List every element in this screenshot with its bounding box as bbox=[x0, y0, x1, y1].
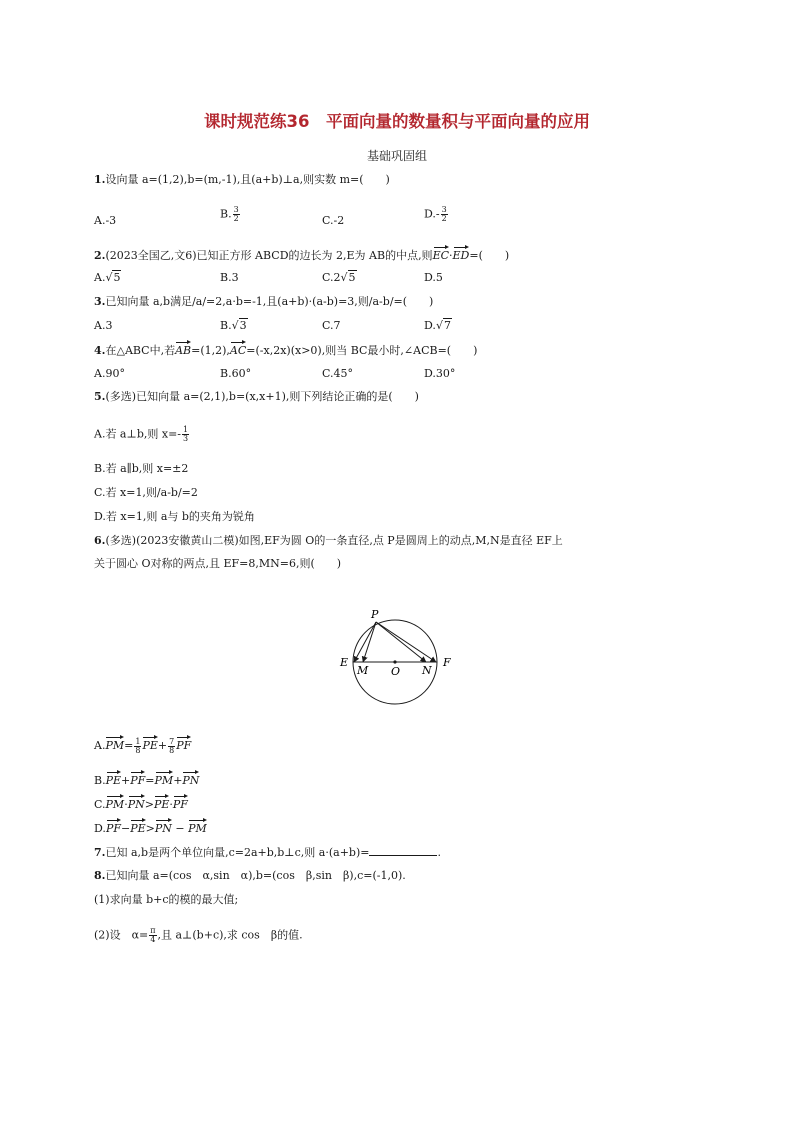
fraction: $\frac{\pi}{4}$ bbox=[150, 926, 156, 944]
vector-pn bbox=[376, 622, 426, 662]
question-5: 5.(多选)已知向量 a=(2,1),b=(x,x+1),则下列结论正确的是( ) bbox=[94, 390, 419, 403]
circle-diagram bbox=[336, 604, 462, 714]
q5-option-b: B.若 a∥b,则 x=±2 bbox=[94, 462, 189, 475]
fraction: $\frac{7}{8}$ bbox=[169, 736, 175, 755]
q3-option-a: A.3 bbox=[94, 319, 113, 332]
vector: EC bbox=[433, 245, 449, 262]
q2-option-c: C.2√5 bbox=[322, 271, 356, 284]
vector: ED bbox=[453, 245, 470, 262]
question-4: 4.在△ABC中,若AB=(1,2),AC=(-x,2x)(x>0),则当 BC最小时,∠ACB=( ) bbox=[94, 340, 477, 357]
question-6: 6.(多选)(2023安徽黄山二模)如图,EF为圆 O的一条直径,点 P是圆周上的动点,M,N是直径 EF上 bbox=[94, 534, 563, 547]
q4-option-a: A.90° bbox=[94, 367, 125, 380]
vector: PE bbox=[142, 735, 157, 752]
q6-option-a: A.PM= $\frac{1}{8}$ PE+ $\frac{7}{8}$ PF bbox=[94, 736, 192, 755]
center-point bbox=[393, 660, 396, 663]
question-3: 3.已知向量 a,b满足/a/=2,a·b=-1,且(a+b)·(a-b)=3,则/a-b/=( ) bbox=[94, 295, 434, 308]
q2-option-b: B.3 bbox=[220, 271, 239, 284]
question-stem: 设向量 a=(1,2),b=(m,-1),且(a+b)⊥a,则实数 m=( ) bbox=[105, 173, 390, 186]
page-title: 课时规范练36 平面向量的数量积与平面向量的应用 bbox=[204, 112, 590, 131]
label-n: N bbox=[422, 664, 432, 677]
q1-option-d: D.- $\frac{3}{2}$ bbox=[424, 205, 447, 223]
q3-option-d: D.√7 bbox=[424, 319, 451, 332]
sqrt: √7 bbox=[435, 319, 451, 332]
fraction: $\frac{1}{8}$ bbox=[135, 736, 141, 755]
vector: PM bbox=[105, 735, 124, 752]
question-number: 1. bbox=[94, 173, 106, 186]
fraction: $\frac{3}{2}$ bbox=[233, 205, 239, 223]
section-heading: 基础巩固组 bbox=[366, 149, 427, 163]
q1-option-b: B. $\frac{3}{2}$ bbox=[220, 205, 239, 223]
q6-option-c: C.PM·PN>PE·PF bbox=[94, 794, 188, 811]
vector-pf bbox=[376, 622, 436, 662]
q4-option-c: C.45° bbox=[322, 367, 354, 380]
q1-option-c: C.-2 bbox=[322, 214, 345, 227]
q2-option-a: A.√5 bbox=[94, 271, 121, 284]
answer-blank[interactable] bbox=[369, 845, 437, 856]
q3-option-b: B.√3 bbox=[220, 319, 247, 332]
question-7: 7.已知 a,b是两个单位向量,c=2a+b,b⊥c,则 a·(a+b)= . bbox=[94, 846, 441, 859]
label-f: F bbox=[443, 656, 451, 669]
q2-option-d: D.5 bbox=[424, 271, 443, 284]
question-1 bbox=[94, 173, 390, 186]
q4-option-b: B.60° bbox=[220, 367, 252, 380]
label-p: P bbox=[371, 608, 379, 621]
question-2: 2.(2023全国乙,文6)已知正方形 ABCD的边长为 2,E为 AB的中点,则EC·ED=( ) bbox=[94, 245, 509, 262]
question-8: 8.已知向量 a=(cos α,sin α),b=(cos β,sin β),c=(-1,0). bbox=[94, 869, 406, 882]
label-o: O bbox=[391, 665, 401, 678]
fraction: $\frac{3}{2}$ bbox=[441, 205, 447, 223]
question-6-line-2: 关于圆心 O对称的两点,且 EF=8,MN=6,则( ) bbox=[94, 557, 342, 570]
q1-option-a: A.-3 bbox=[94, 214, 117, 227]
q5-option-d: D.若 x=1,则 a与 b的夹角为锐角 bbox=[94, 510, 255, 523]
q5-option-a: A.若 a⊥b,则 x=- $\frac{1}{3}$ bbox=[94, 425, 189, 443]
vector: PF bbox=[176, 735, 191, 752]
vector: AC bbox=[230, 340, 246, 357]
label-e: E bbox=[340, 656, 349, 669]
q8-part-2: (2)设 α= $\frac{\pi}{4}$ ,且 a⊥(b+c),求 cos β的值. bbox=[94, 926, 303, 944]
q6-option-b: B.PE+PF=PM+PN bbox=[94, 770, 199, 787]
vector: AB bbox=[175, 340, 191, 357]
label-m: M bbox=[357, 664, 369, 677]
sqrt: √5 bbox=[105, 271, 121, 284]
q4-option-d: D.30° bbox=[424, 367, 456, 380]
sqrt: √3 bbox=[231, 319, 247, 332]
sqrt: √5 bbox=[340, 271, 356, 284]
fraction: $\frac{1}{3}$ bbox=[183, 425, 189, 443]
q8-part-1: (1)求向量 b+c的模的最大值; bbox=[94, 893, 239, 906]
q3-option-c: C.7 bbox=[322, 319, 341, 332]
q5-option-c: C.若 x=1,则/a-b/=2 bbox=[94, 486, 198, 499]
q6-option-d: D.PF−PE>PN − PM bbox=[94, 818, 207, 835]
